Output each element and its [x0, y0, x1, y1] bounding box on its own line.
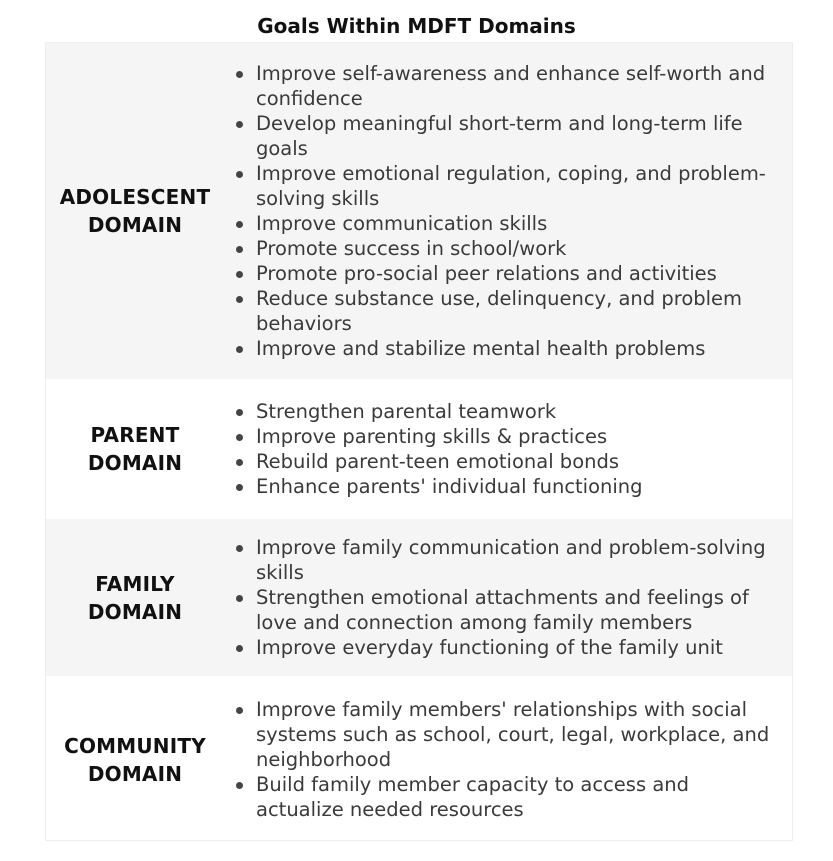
- goal-item: Rebuild parent-teen emotional bonds: [256, 449, 792, 474]
- goal-list: [224, 61, 792, 361]
- goal-item: Improve self-awareness and enhance self-worth and confidence: [256, 61, 792, 111]
- goal-item: Improve everyday functioning of the family unit: [256, 635, 792, 660]
- page-title: Goals Within MDFT Domains: [257, 14, 576, 38]
- goal-item: Strengthen emotional attachments and feelings of love and connection among family members: [256, 585, 792, 635]
- domain-label: [46, 421, 224, 477]
- domain-label-line: DOMAIN: [87, 761, 183, 786]
- goal-item: Build family member capacity to access and actualize needed resources: [256, 772, 792, 822]
- domain-row-community: [46, 679, 792, 840]
- goal-list: [224, 697, 792, 822]
- domain-label: [46, 732, 224, 788]
- goal-item: Improve family communication and problem-solving skills: [256, 535, 792, 585]
- domain-row-family: [46, 519, 792, 679]
- goal-item: Reduce substance use, delinquency, and problem behaviors: [256, 286, 792, 336]
- domain-label: [46, 183, 224, 239]
- domain-label: [46, 570, 224, 626]
- goal-item: Enhance parents' individual functioning: [256, 474, 792, 499]
- goal-item: Improve communication skills: [256, 211, 792, 236]
- goal-list: [224, 535, 792, 660]
- domain-row-adolescent: [46, 43, 792, 382]
- domain-label-line: DOMAIN: [87, 213, 183, 237]
- domain-label-line: COMMUNITY: [64, 733, 206, 758]
- domain-label-line: FAMILY: [95, 571, 175, 596]
- goal-item: Improve and stabilize mental health problems: [256, 336, 792, 361]
- goal-list: [224, 399, 792, 499]
- goal-item: Develop meaningful short-term and long-term life goals: [256, 111, 792, 161]
- domain-row-parent: [46, 382, 792, 519]
- domain-label-line: DOMAIN: [87, 451, 183, 475]
- domain-label-line: DOMAIN: [87, 599, 183, 624]
- goal-item: Strengthen parental teamwork: [256, 399, 792, 424]
- goal-item: Promote success in school/work: [256, 236, 792, 261]
- goal-item: Improve family members' relationships with social systems such as school, court, legal, workplace, and neighborhood: [256, 697, 792, 772]
- domain-label-line: PARENT: [90, 423, 180, 447]
- goal-item: Improve emotional regulation, coping, and problem-solving skills: [256, 161, 792, 211]
- goal-item: Promote pro-social peer relations and activities: [256, 261, 792, 286]
- domains-table: [45, 42, 793, 841]
- goal-item: Improve parenting skills & practices: [256, 424, 792, 449]
- domain-label-line: ADOLESCENT: [59, 185, 211, 209]
